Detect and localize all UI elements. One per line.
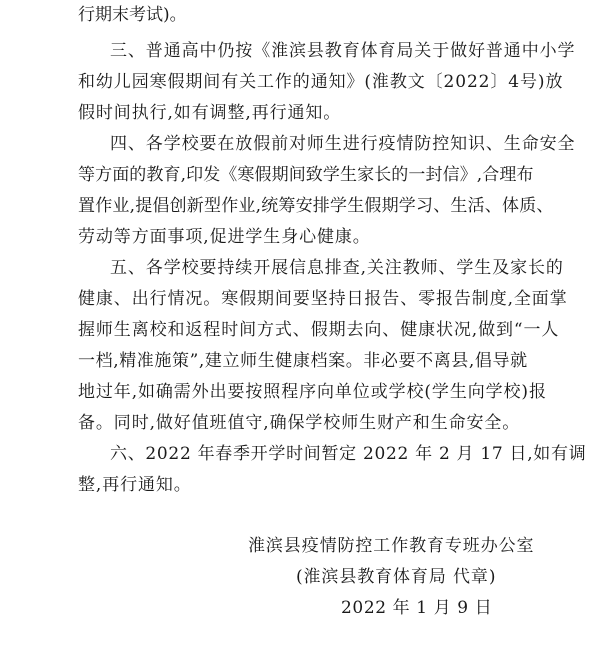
signature-office: 淮滨县疫情防控工作教育专班办公室 [248, 536, 535, 556]
body-line: 和幼儿园寒假期间有关工作的通知》(淮教文〔2022〕4号)放 [78, 72, 564, 92]
body-line: 六、2022 年春季开学时间暂定 2022 年 2 月 17 日,如有调 [110, 444, 587, 464]
body-line: 一档,精准施策”,建立师生健康档案。非必要不离县,倡导就 [78, 351, 528, 371]
body-line: 备。同时,做好值班值守,确保学校师生财产和生命安全。 [78, 413, 521, 433]
body-line: 五、各学校要持续开展信息排查,关注教师、学生及家长的 [110, 258, 564, 278]
body-line: 置作业,提倡创新型作业,统筹安排学生假期学习、生活、体质、 [78, 196, 554, 216]
body-line: 握师生离校和返程时间方式、假期去向、健康状况,做到“一人 [78, 320, 560, 340]
body-line: 三、普通高中仍按《淮滨县教育体育局关于做好普通中小学 [110, 41, 576, 61]
signature-agency: (淮滨县教育体育局 代章) [296, 567, 497, 587]
signature-date: 2022 年 1 月 9 日 [341, 598, 493, 618]
body-line: 劳动等方面事项,促进学生身心健康。 [78, 227, 371, 247]
body-line: 四、各学校要在放假前对师生进行疫情防控知识、生命安全 [110, 134, 576, 154]
body-line: 地过年,如确需外出要按照程序向单位或学校(学生向学校)报 [78, 382, 547, 402]
body-line: 健康、出行情况。寒假期间要坚持日报告、零报告制度,全面掌 [78, 289, 568, 309]
body-line: 等方面的教育,印发《寒假期间致学生家长的一封信》,合理布 [78, 165, 534, 185]
body-line: 整,再行通知。 [78, 475, 192, 495]
body-line: 假时间执行,如有调整,再行通知。 [78, 103, 342, 123]
body-line: 行期末考试)。 [78, 5, 187, 25]
